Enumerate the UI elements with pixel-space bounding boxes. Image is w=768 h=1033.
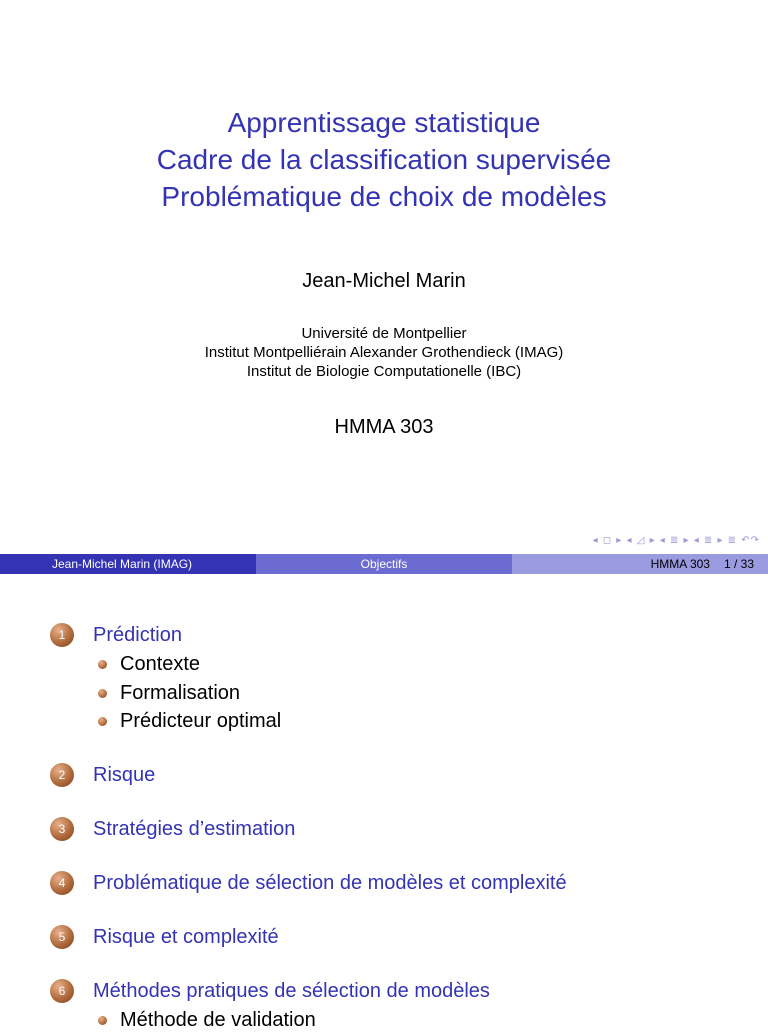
footer-author: Jean-Michel Marin (IMAG) (0, 554, 256, 574)
outline-slide: 1 Prédiction Contexte Formalisation Prédicteur optimal 2 Risque 3 Stratégies d’estimation 4 Problématique de sélection de modèles et complexité 5 Risque et complexité 6 Méthodes pratiques de sélection de modèles Méthode de validation (0, 586, 768, 1024)
slide-footer (0, 554, 768, 574)
beamer-navigation-icons[interactable]: ◂ ◻ ▸ ◂ ◿ ▸ ◂ ≣ ▸ ◂ ≣ ▸ ≣ ↶↷ (592, 535, 760, 546)
section-number-ball: 5 (50, 925, 74, 949)
footer-course: HMMA 303 (650, 557, 710, 571)
title-line-1: Apprentissage statistique (227, 107, 541, 138)
section-label: Problématique de sélection de modèles et complexité (93, 872, 567, 894)
bullet-icon (98, 689, 107, 698)
title-line-3: Problématique de choix de modèles (161, 181, 607, 212)
section-label: Prédiction (93, 624, 182, 646)
section-number-ball: 3 (50, 817, 74, 841)
affiliation-1: Université de Montpellier (301, 325, 467, 342)
section-label: Risque et complexité (93, 926, 279, 948)
author-name: Jean-Michel Marin (302, 270, 466, 292)
affiliations (0, 324, 768, 381)
bullet-icon (98, 717, 107, 726)
affiliation-2: Institut Montpelliérain Alexander Grothendieck (IMAG) (204, 344, 564, 361)
section-label: Risque (93, 764, 156, 786)
affiliation-3: Institut de Biologie Computationelle (IBC) (246, 363, 522, 380)
slide-title (0, 104, 768, 215)
title-line-2: Cadre de la classification supervisée (156, 144, 612, 175)
section-number-ball: 2 (50, 763, 74, 787)
section-label: Stratégies d’estimation (93, 818, 296, 840)
footer-page-number: 1 / 33 (723, 557, 754, 571)
footer-info (512, 554, 768, 574)
section-number-ball: 6 (50, 979, 74, 1003)
section-number-ball: 4 (50, 871, 74, 895)
footer-section: Objectifs (256, 554, 512, 574)
bullet-icon (98, 660, 107, 669)
section-number-ball: 1 (50, 623, 74, 647)
section-label: Méthodes pratiques de sélection de modèles (93, 980, 490, 1002)
course-code: HMMA 303 (334, 416, 434, 438)
